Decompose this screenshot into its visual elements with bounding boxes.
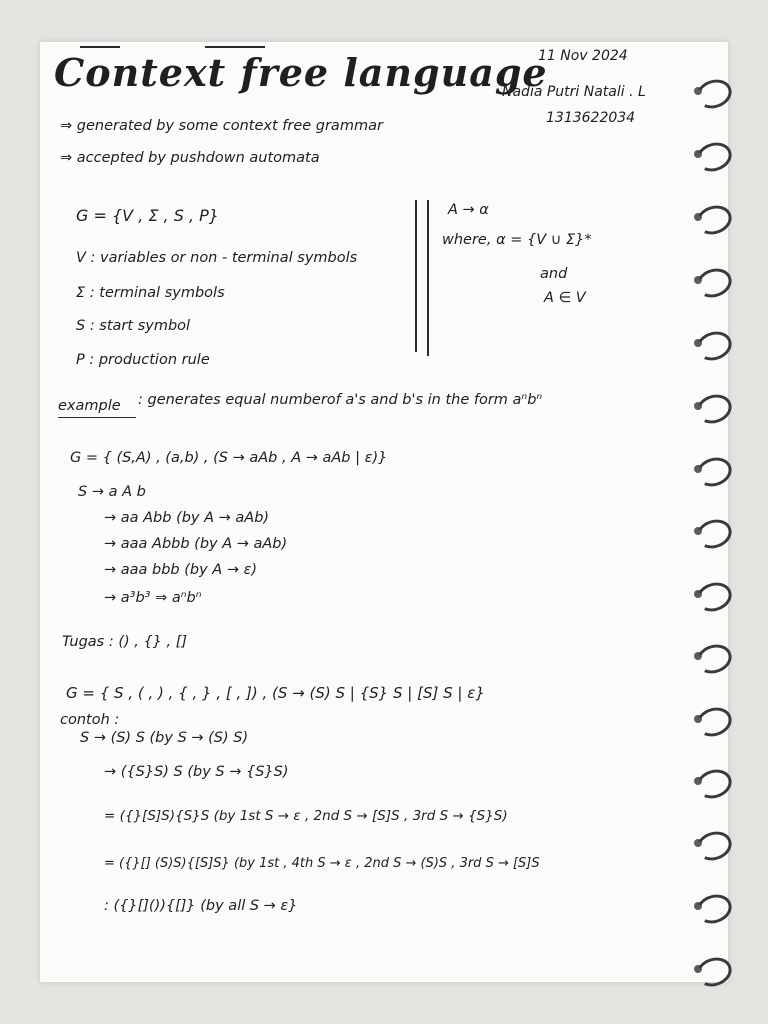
definition-item: Σ : terminal symbols [76, 285, 225, 301]
production-form: A → α [448, 202, 489, 218]
tugas-step: = ({}[S]S){S}S (by 1st S → ε , 2nd S → [S]S , 3rd S → {S}S) [104, 808, 508, 824]
derivation-step: → aaa Abbb (by A → aAb) [104, 536, 288, 552]
title-overline-left [80, 46, 120, 48]
divider-line [415, 200, 417, 352]
tugas-step: = ({}[] (S)S){[S]S} (by 1st , 4th S → ε , 2nd S → (S)S , 3rd S → [S]S [104, 856, 540, 871]
tugas-step: S → (S) S (by S → (S) S) [80, 730, 249, 746]
tugas-heading: Tugas : () , {} , [] [62, 634, 188, 650]
example-grammar: G = { (S,A) , (a,b) , (S → aAb , A → aAb | ε)} [70, 450, 388, 466]
derivation-step: → aaa bbb (by A → ε) [104, 562, 258, 578]
example-heading: : generates equal numberof a's and b's in the form aⁿbⁿ [138, 392, 543, 408]
author-name: Nadia Putri Natali . L [502, 84, 646, 100]
derivation-step: → aa Abb (by A → aAb) [104, 510, 270, 526]
contoh-label: contoh : [60, 712, 120, 728]
production-and: and [540, 266, 568, 282]
tugas-grammar: G = { S , ( , ) , { , } , [ , ]) , (S → (S) S | {S} S | [S] S | ε} [66, 684, 485, 702]
example-underline [58, 417, 136, 418]
page-title: Context free language [54, 50, 548, 95]
intro-line: ⇒ accepted by pushdown automata [60, 150, 320, 166]
derivation-step: S → a A b [78, 484, 146, 500]
production-condition: A ∈ V [544, 290, 586, 306]
divider-line [427, 200, 429, 356]
definition-item: V : variables or non - terminal symbols [76, 250, 358, 266]
grammar-tuple: G = {V , Σ , S , P} [76, 206, 219, 225]
definition-item: P : production rule [76, 352, 210, 368]
definition-item: S : start symbol [76, 318, 191, 334]
example-label: example [58, 398, 121, 414]
title-overline-right [205, 46, 265, 48]
tugas-step: → ({S}S) S (by S → {S}S) [104, 764, 289, 780]
intro-line: ⇒ generated by some context free grammar [60, 118, 383, 134]
date: 11 Nov 2024 [538, 48, 628, 64]
student-id: 1313622034 [546, 110, 636, 126]
tugas-step: : ({}[]()){[]} (by all S → ε} [104, 898, 298, 914]
derivation-step: → a³b³ ⇒ aⁿbⁿ [104, 590, 202, 606]
production-where: where, α = {V ∪ Σ}* [442, 232, 592, 248]
